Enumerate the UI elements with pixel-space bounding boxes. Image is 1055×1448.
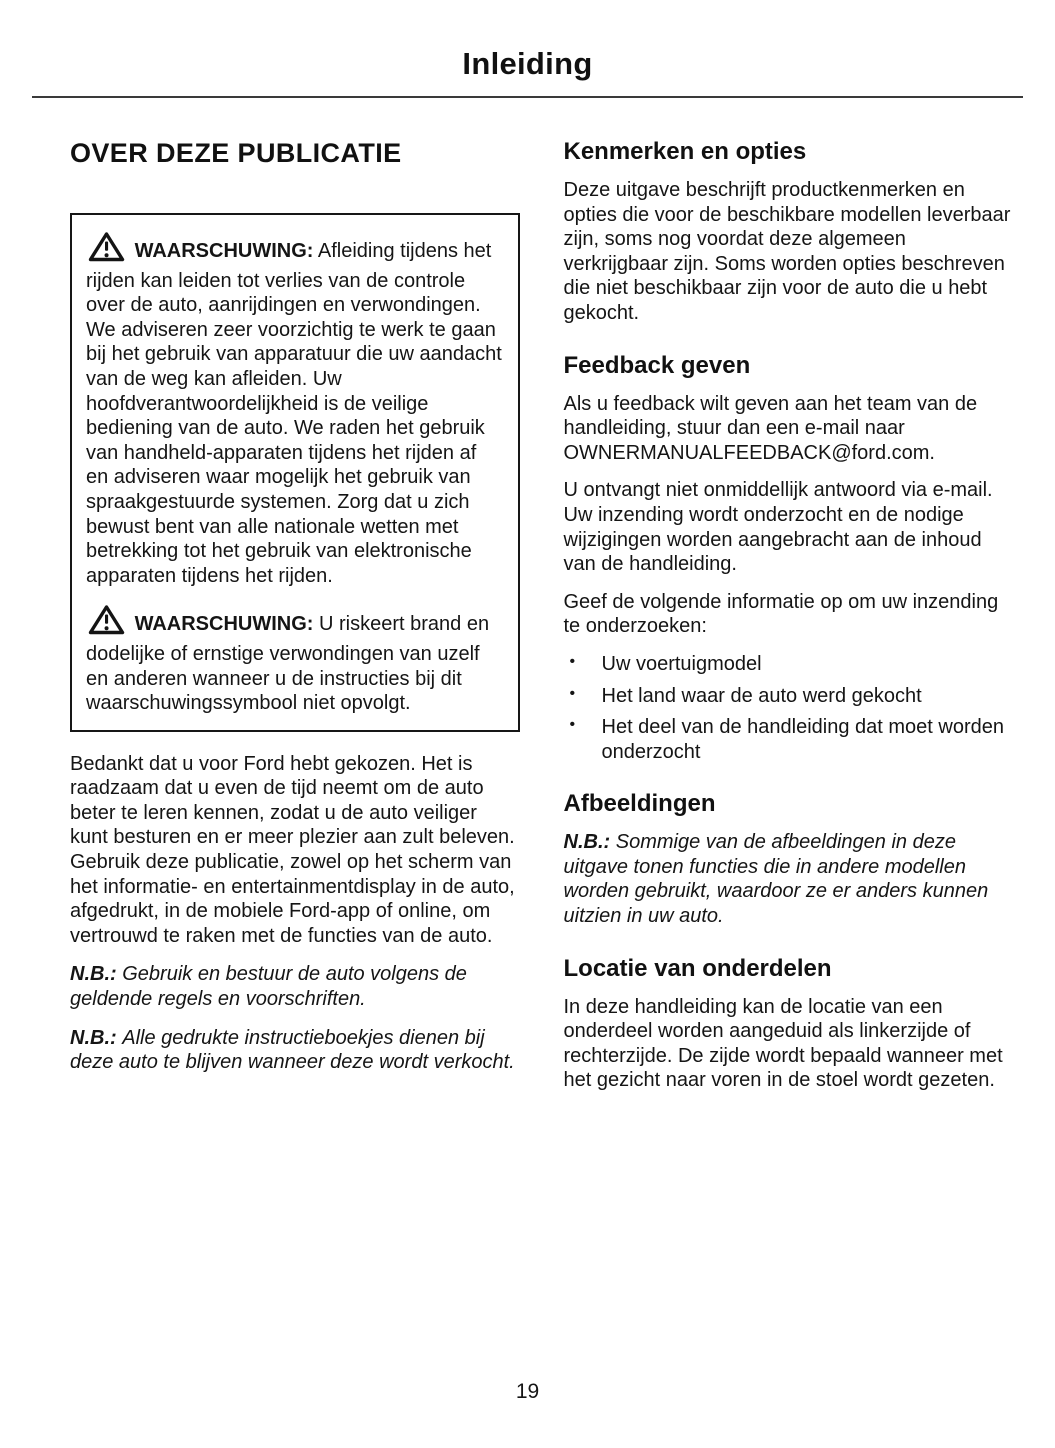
content-columns [70, 138, 1013, 1119]
section-heading-feedback-geven: Feedback geven [563, 351, 751, 379]
feedback-info-list [564, 652, 1014, 764]
bullet-icon: • [569, 684, 576, 702]
note-paragraph [70, 1026, 520, 1075]
section-paragraph: Geef de volgende informatie op om uw inzending te onderzoeken: [563, 590, 999, 638]
warning-triangle-icon [88, 231, 125, 269]
section-heading-afbeeldingen: Afbeeldingen [563, 790, 716, 818]
note-label: N.B.: [563, 831, 611, 854]
warning-label: WAARSCHUWING: [134, 240, 314, 262]
list-item [564, 652, 1014, 677]
list-item-text: Uw voertuigmodel [601, 652, 762, 675]
note-paragraph [564, 830, 1014, 928]
section-paragraph: Als u feedback wilt geven aan het team van de handleiding, stuur dan een e-mail naar OWNERMANUALFEEDBACK@ford.com. [563, 392, 978, 464]
list-item-text: Het deel van de handleiding dat moet worden onderzocht [601, 716, 1004, 763]
section-paragraph: Deze uitgave beschrijft productkenmerken en opties die voor de beschikbare modellen leverbaar zijn, soms nog voordat deze algemeen verkrijgbaar zijn. Soms worden opties beschreven die niet beschikbaar zijn voor de auto die u hebt gekocht. [563, 179, 1011, 324]
right-column [564, 138, 1014, 1119]
section-kenmerken-en-opties [564, 138, 1014, 326]
section-heading-kenmerken-en-opties: Kenmerken en opties [563, 138, 807, 165]
warning-box [70, 213, 520, 732]
note-text: Gebruik en bestuur de auto volgens de geldende regels en voorschriften. [70, 963, 467, 1011]
section-paragraph: U ontvangt niet onmiddellijk antwoord via e-mail. Uw inzending wordt onderzocht en de nodige wijzigingen worden aangebracht aan de inhoud van de handleiding. [563, 479, 993, 576]
note-text: Alle gedrukte instructieboekjes dienen bij deze auto te blijven wanneer deze wordt verkocht. [70, 1026, 515, 1074]
warning-label: WAARSCHUWING: [134, 613, 314, 636]
section-locatie-van-onderdelen [564, 955, 1014, 1093]
note-text: Sommige van de afbeeldingen in deze uitgave tonen functies die in andere modellen worden gebruikt, waardoor ze er anders kunnen uitzien in uw auto. [563, 831, 989, 928]
left-column [70, 138, 520, 1119]
page-number: 19 [515, 1380, 540, 1403]
warning-text: Afleiding tijdens het rijden kan leiden tot verlies van de controle over de auto, aanrijdingen en verwondingen. We adviseren zeer voorzichtig te werk te gaan bij het gebruik van apparatuur die uw aandacht van de weg kan afleiden. Uw hoofdverantwoordelijkheid is de veilige bediening van de auto. We raden het gebruik van handheld-apparaten tijdens het rijden af en adviseren waar mogelijk het gebruik van spraakgestuurde systemen. Zorg dat u zich bewust bent van alle nationale wetten met betrekking tot het gebruik van elektronische apparaten tijdens het rijden. [86, 240, 502, 587]
note-paragraph [70, 962, 520, 1011]
section-heading-locatie-van-onderdelen: Locatie van onderdelen [563, 954, 832, 982]
warning-triangle-icon [88, 604, 125, 642]
page-title: Inleiding [462, 46, 593, 81]
section-afbeeldingen [564, 790, 1014, 928]
bullet-icon: • [569, 716, 576, 734]
warning-paragraph [86, 231, 504, 588]
warning-text: U riskeert brand en dodelijke of ernstige verwondingen van uzelf en anderen wanneer u de instructies bij dit waarschuwingssymbool niet opvolgt. [86, 613, 490, 715]
section-heading-over-deze-publicatie: OVER DEZE PUBLICATIE [70, 138, 402, 168]
note-label: N.B.: [70, 1026, 117, 1049]
note-label: N.B.: [70, 963, 117, 986]
warning-paragraph [86, 604, 504, 715]
title-divider [32, 96, 1023, 98]
section-paragraph: In deze handleiding kan de locatie van een onderdeel worden aangeduid als linkerzijde of rechterzijde. De zijde wordt bepaald wanneer met het gezicht naar voren in de stoel wordt gezeten. [563, 995, 1003, 1092]
intro-paragraph: Bedankt dat u voor Ford hebt gekozen. Het is raadzaam dat u even de tijd neemt om de auto beter te leren kennen, zodat u de auto veiliger kunt besturen en er meer plezier aan zult beleven. Gebruik deze publicatie, zowel op het scherm van het informatie- en entertainmentdisplay in de auto, afgedrukt, in de mobiele Ford-app of online, om vertrouwd te raken met de functies van de auto. [70, 752, 515, 947]
section-feedback-geven [564, 352, 1014, 765]
list-item [564, 684, 1014, 709]
bullet-icon: • [569, 652, 576, 670]
list-item [564, 715, 1014, 764]
list-item-text: Het land waar de auto werd gekocht [601, 684, 922, 707]
